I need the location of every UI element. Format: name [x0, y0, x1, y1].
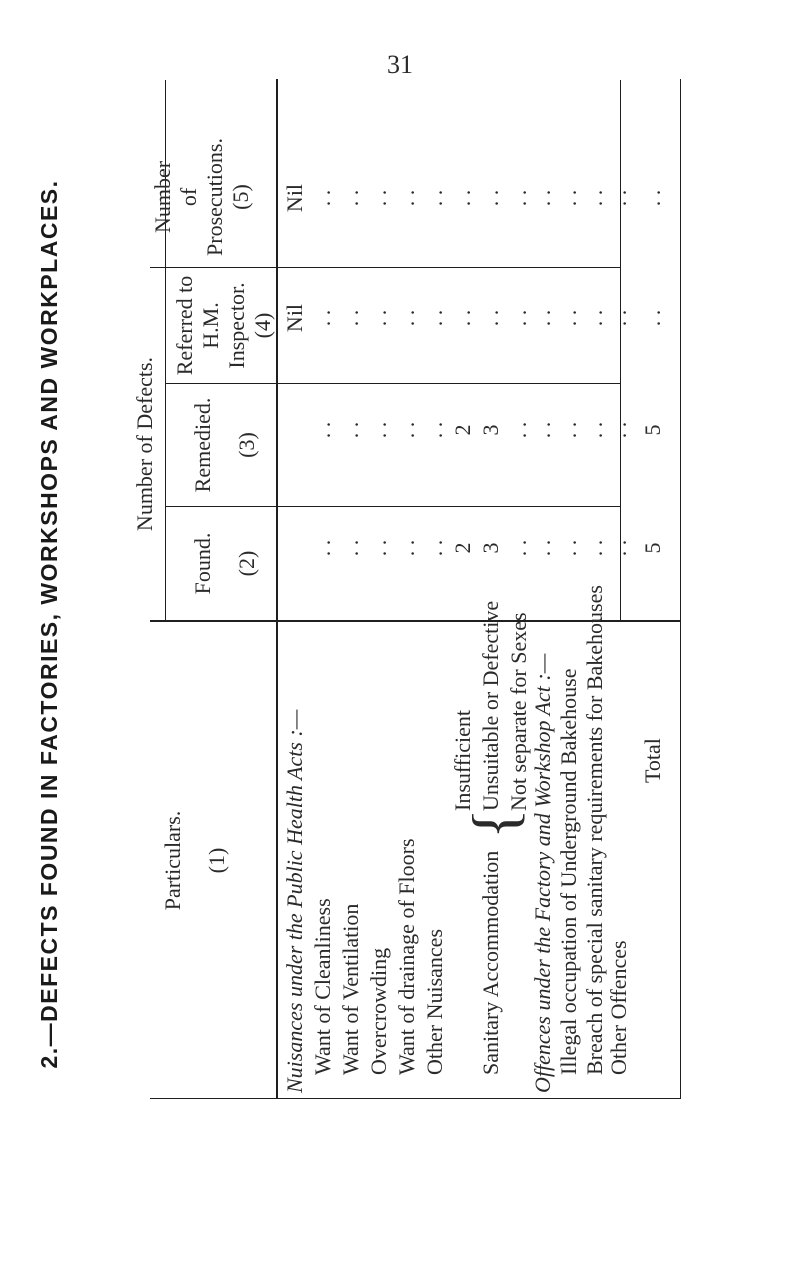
- table-row: [422, 93, 448, 1093]
- remedied-cell: . .: [394, 421, 419, 439]
- total-row: [640, 93, 666, 1093]
- row-label: Want of Ventilation: [338, 903, 363, 1075]
- remedied-cell: . .: [530, 421, 555, 439]
- remedied-cell: . .: [422, 421, 447, 439]
- row-label: Not separate for Sexes: [506, 612, 531, 811]
- found-cell: . .: [366, 539, 391, 557]
- found-header: [176, 507, 260, 620]
- found-cell: . .: [606, 539, 631, 557]
- referred-header: [172, 268, 276, 383]
- referred-cell: . .: [366, 309, 391, 327]
- prosecutions-cell: . .: [422, 189, 447, 207]
- prosecutions-cell: . .: [310, 189, 335, 207]
- row-label: Unsuitable or Defective: [478, 600, 503, 811]
- found-cell: . .: [556, 539, 581, 557]
- prosecutions-cell: . .: [556, 189, 581, 207]
- remedied-cell: 3: [478, 424, 503, 436]
- referred-line-2: H.M.: [198, 302, 223, 349]
- total-referred: . .: [640, 309, 665, 327]
- referred-cell: . .: [450, 309, 475, 327]
- table-row: [582, 93, 608, 1093]
- prosecutions-header: [150, 127, 254, 267]
- page-title: 2.—DEFECTS FOUND IN FACTORIES, WORKSHOPS AND WORKPLACES.: [36, 179, 62, 1069]
- remedied-label: Remedied.: [190, 397, 215, 493]
- found-cell: . .: [582, 539, 607, 557]
- referred-cell: . .: [338, 309, 363, 327]
- found-cell: 2: [450, 542, 475, 554]
- prosecutions-cell: . .: [366, 189, 391, 207]
- total-found: 5: [640, 542, 665, 554]
- referred-cell: . .: [422, 309, 447, 327]
- referred-number: (4): [250, 312, 275, 339]
- remedied-cell: . .: [556, 421, 581, 439]
- referred-cell: . .: [310, 309, 335, 327]
- row-label: Illegal occupation of Underground Bakehouse: [556, 668, 581, 1075]
- remedied-cell: . .: [310, 421, 335, 439]
- row-label: Offences under the Factory and Workshop Act :—: [530, 653, 555, 1093]
- particulars-header: [160, 622, 230, 1099]
- page-number: 31: [387, 50, 413, 79]
- remedied-cell: . .: [506, 421, 531, 439]
- referred-cell: . .: [582, 309, 607, 327]
- row-label: Insufficient: [450, 709, 475, 811]
- referred-cell: . .: [506, 309, 531, 327]
- prosecutions-cell: . .: [606, 189, 631, 207]
- row-label: Other Offences: [606, 940, 631, 1075]
- sanitary-label: Sanitary Accommodation: [478, 850, 503, 1075]
- referred-line-1: Referred to: [172, 275, 197, 376]
- referred-cell: Nil: [282, 303, 307, 333]
- table-row: [530, 93, 556, 1093]
- row-label: Overcrowding: [366, 947, 391, 1075]
- prosecutions-cell: . .: [338, 189, 363, 207]
- remedied-cell: 2: [450, 424, 475, 436]
- particulars-number: (1): [204, 847, 229, 874]
- row-label: Breach of special sanitary requirements for Bakehouses: [582, 585, 607, 1075]
- table-row: [506, 93, 532, 1093]
- row-label: Want of Cleanliness: [310, 898, 335, 1075]
- prosecutions-line-3: Prosecutions.: [202, 138, 227, 256]
- referred-cell: . .: [394, 309, 419, 327]
- prosecutions-cell: . .: [394, 189, 419, 207]
- prosecutions-cell: . .: [478, 189, 503, 207]
- found-cell: . .: [394, 539, 419, 557]
- found-cell: 3: [478, 542, 503, 554]
- total-remedied: 5: [640, 424, 665, 436]
- table-row: [450, 93, 476, 1093]
- found-number: (2): [234, 550, 259, 577]
- row-label: Want of drainage of Floors: [394, 838, 419, 1075]
- prosecutions-line-2: of: [176, 187, 201, 207]
- prosecutions-cell: . .: [530, 189, 555, 207]
- found-label: Found.: [190, 532, 215, 595]
- remedied-number: (3): [234, 432, 259, 458]
- referred-line-3: Inspector.: [224, 282, 249, 369]
- total-label: Total: [640, 738, 665, 783]
- table-row: [556, 93, 582, 1093]
- remedied-cell: . .: [366, 421, 391, 439]
- header-bottom-border: [276, 79, 278, 1099]
- table-row: [478, 93, 504, 1093]
- table-bottom-border: [680, 79, 681, 1099]
- referred-cell: . .: [530, 309, 555, 327]
- remedied-cell: . .: [582, 421, 607, 439]
- total-prosecutions: . .: [640, 189, 665, 207]
- found-cell: . .: [530, 539, 555, 557]
- remedied-cell: . .: [338, 421, 363, 439]
- table-row: [310, 93, 336, 1093]
- referred-cell: . .: [478, 309, 503, 327]
- table-row: [366, 93, 392, 1093]
- prosecutions-cell: Nil: [282, 183, 307, 213]
- referred-cell: . .: [556, 309, 581, 327]
- found-cell: . .: [422, 539, 447, 557]
- found-cell: . .: [506, 539, 531, 557]
- referred-cell: . .: [606, 309, 631, 327]
- prosecutions-cell: . .: [450, 189, 475, 207]
- found-cell: . .: [338, 539, 363, 557]
- number-of-defects-label: Number of Defects.: [132, 356, 157, 532]
- table-row: [606, 93, 632, 1093]
- row-label: Nuisances under the Public Health Acts :—: [282, 709, 307, 1093]
- sanitary-brace: {: [459, 808, 530, 839]
- table-row: [282, 93, 308, 1093]
- prosecutions-line-1: Number: [150, 160, 175, 234]
- prosecutions-cell: . .: [582, 189, 607, 207]
- remedied-header: [176, 384, 260, 506]
- prosecutions-cell: . .: [506, 189, 531, 207]
- table-row: [394, 93, 420, 1093]
- particulars-label: Particulars.: [160, 810, 185, 911]
- table-row: [338, 93, 364, 1093]
- remedied-cell: . .: [606, 421, 631, 439]
- found-cell: . .: [310, 539, 335, 557]
- prosecutions-number: (5): [228, 184, 253, 210]
- row-label: Other Nuisances: [422, 928, 447, 1075]
